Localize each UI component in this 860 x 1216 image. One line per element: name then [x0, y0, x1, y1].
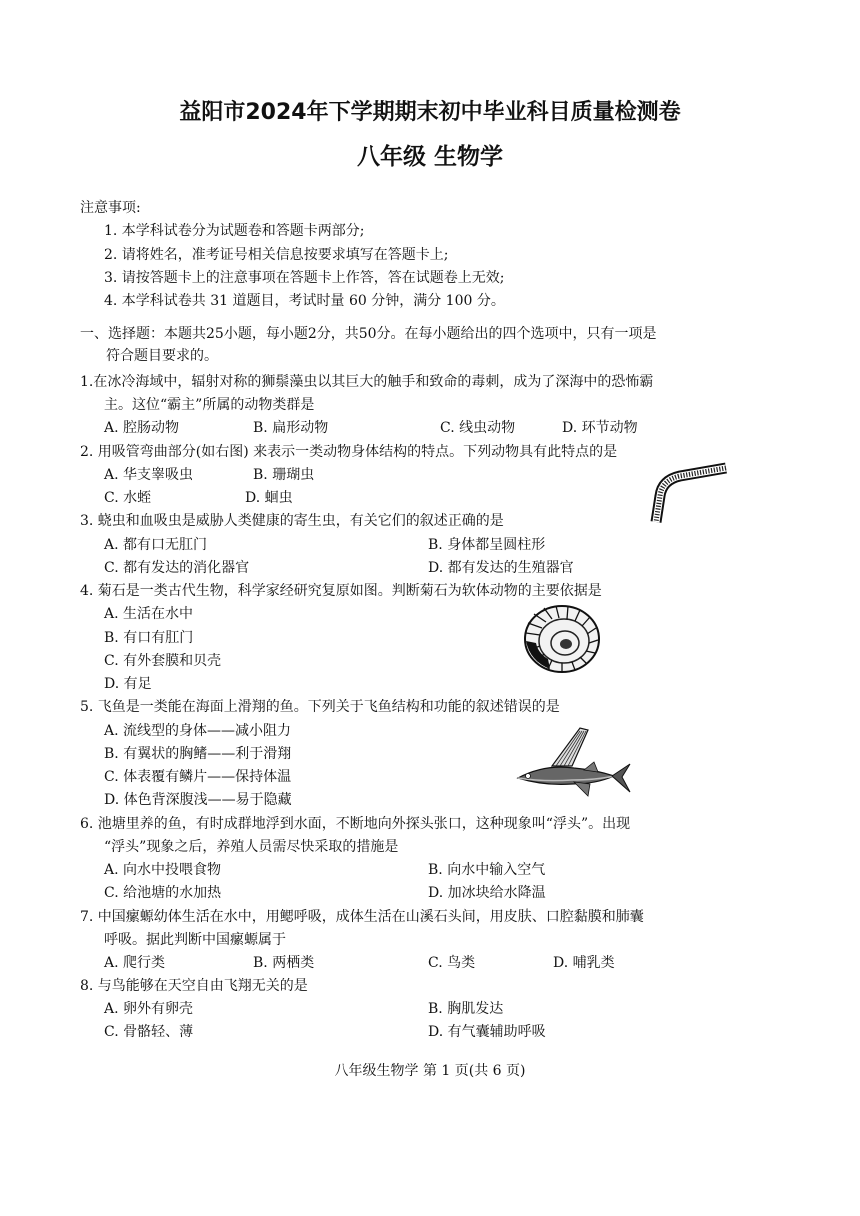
option-c: C. 有外套膜和贝壳	[104, 653, 222, 669]
option-d: D. 有气囊辅助呼吸	[428, 1024, 546, 1040]
option-d: D. 蛔虫	[245, 490, 293, 506]
option-c: C. 给池塘的水加热	[104, 885, 222, 901]
option-a: A. 向水中投喂食物	[104, 862, 222, 878]
option-a: A. 卵外有卵壳	[104, 1001, 194, 1017]
ammonite-figure	[520, 603, 602, 675]
option-b: B. 身体都呈圆柱形	[428, 537, 546, 553]
exam-subtitle: 八年级 生物学	[356, 144, 503, 170]
option-b: B. 珊瑚虫	[253, 467, 315, 483]
option-d: D. 加冰块给水降温	[428, 885, 546, 901]
option-d: D. 都有发达的生殖器官	[428, 560, 574, 576]
exam-title: 益阳市2024年下学期期末初中毕业科目质量检测卷	[179, 100, 681, 125]
option-c: C. 鸟类	[428, 955, 476, 971]
option-d: D. 有足	[104, 676, 152, 692]
notice-item: 2. 请将姓名，准考证号相关信息按要求填写在答题卡上;	[104, 247, 449, 263]
option-a: A. 爬行类	[104, 955, 166, 971]
option-b: B. 两栖类	[253, 955, 315, 971]
option-b: B. 胸肌发达	[428, 1001, 504, 1017]
question-stem: 1.在冰冷海域中，辐射对称的狮鬃藻虫以其巨大的触手和致命的毒刺，成为了深海中的恐怖霸	[80, 374, 654, 390]
option-b: B. 扁形动物	[253, 420, 329, 436]
option-a: A. 都有口无肛门	[104, 537, 208, 553]
option-a: A. 腔肠动物	[104, 420, 180, 436]
notice-item: 1. 本学科试卷分为试题卷和答题卡两部分;	[104, 223, 365, 239]
question-stem: 呼吸。据此判断中国瘰螈属于	[104, 932, 286, 948]
option-b: B. 有口有肛门	[104, 630, 194, 646]
page-footer: 八年级生物学 第 1 页(共 6 页)	[334, 1063, 526, 1079]
option-b: B. 有翼状的胸鳍——利于滑翔	[104, 746, 292, 762]
option-a: A. 生活在水中	[104, 606, 194, 622]
option-c: C. 线虫动物	[440, 420, 516, 436]
notice-item: 4. 本学科试卷共 31 道题目，考试时量 60 分钟，满分 100 分。	[104, 293, 505, 309]
question-stem: 8. 与鸟能够在天空自由飞翔无关的是	[80, 978, 308, 994]
flying-fish-figure	[514, 726, 632, 802]
bent-straw-figure	[640, 458, 730, 528]
option-a: A. 流线型的身体——减小阻力	[104, 723, 292, 739]
option-d: D. 体色背深腹浅——易于隐藏	[104, 792, 292, 808]
question-stem: 4. 菊石是一类古代生物，科学家经研究复原如图。判断菊石为软体动物的主要依据是	[80, 583, 602, 599]
notice-heading: 注意事项:	[80, 200, 141, 216]
question-stem: 6. 池塘里养的鱼，有时成群地浮到水面，不断地向外探头张口，这种现象叫“浮头”。出现	[80, 816, 631, 832]
question-stem: 5. 飞鱼是一类能在海面上滑翔的鱼。下列关于飞鱼结构和功能的叙述错误的是	[80, 699, 560, 715]
option-c: C. 水蛭	[104, 490, 152, 506]
option-d: D. 哺乳类	[553, 955, 615, 971]
option-c: C. 都有发达的消化器官	[104, 560, 250, 576]
section-heading-cont: 符合题目要求的。	[106, 348, 218, 364]
question-stem: 3. 蛲虫和血吸虫是威胁人类健康的寄生虫，有关它们的叙述正确的是	[80, 513, 504, 529]
question-stem: 主。这位“霸主”所属的动物类群是	[104, 397, 315, 413]
question-stem: 7. 中国瘰螈幼体生活在水中，用鳃呼吸，成体生活在山溪石头间，用皮肤、口腔黏膜和肺囊	[80, 909, 644, 925]
option-c: C. 骨骼轻、薄	[104, 1024, 194, 1040]
notice-item: 3. 请按答题卡上的注意事项在答题卡上作答，答在试题卷上无效;	[104, 270, 505, 286]
option-a: A. 华支睾吸虫	[104, 467, 194, 483]
option-c: C. 体表覆有鳞片——保持体温	[104, 769, 292, 785]
question-stem: “浮头”现象之后，养殖人员需尽快采取的措施是	[104, 839, 399, 855]
option-b: B. 向水中输入空气	[428, 862, 546, 878]
option-d: D. 环节动物	[562, 420, 638, 436]
section-heading: 一、选择题：本题共25小题，每小题2分，共50分。在每小题给出的四个选项中，只有一项是	[80, 326, 657, 342]
question-stem: 2. 用吸管弯曲部分(如右图) 来表示一类动物身体结构的特点。下列动物具有此特点的是	[80, 444, 618, 460]
